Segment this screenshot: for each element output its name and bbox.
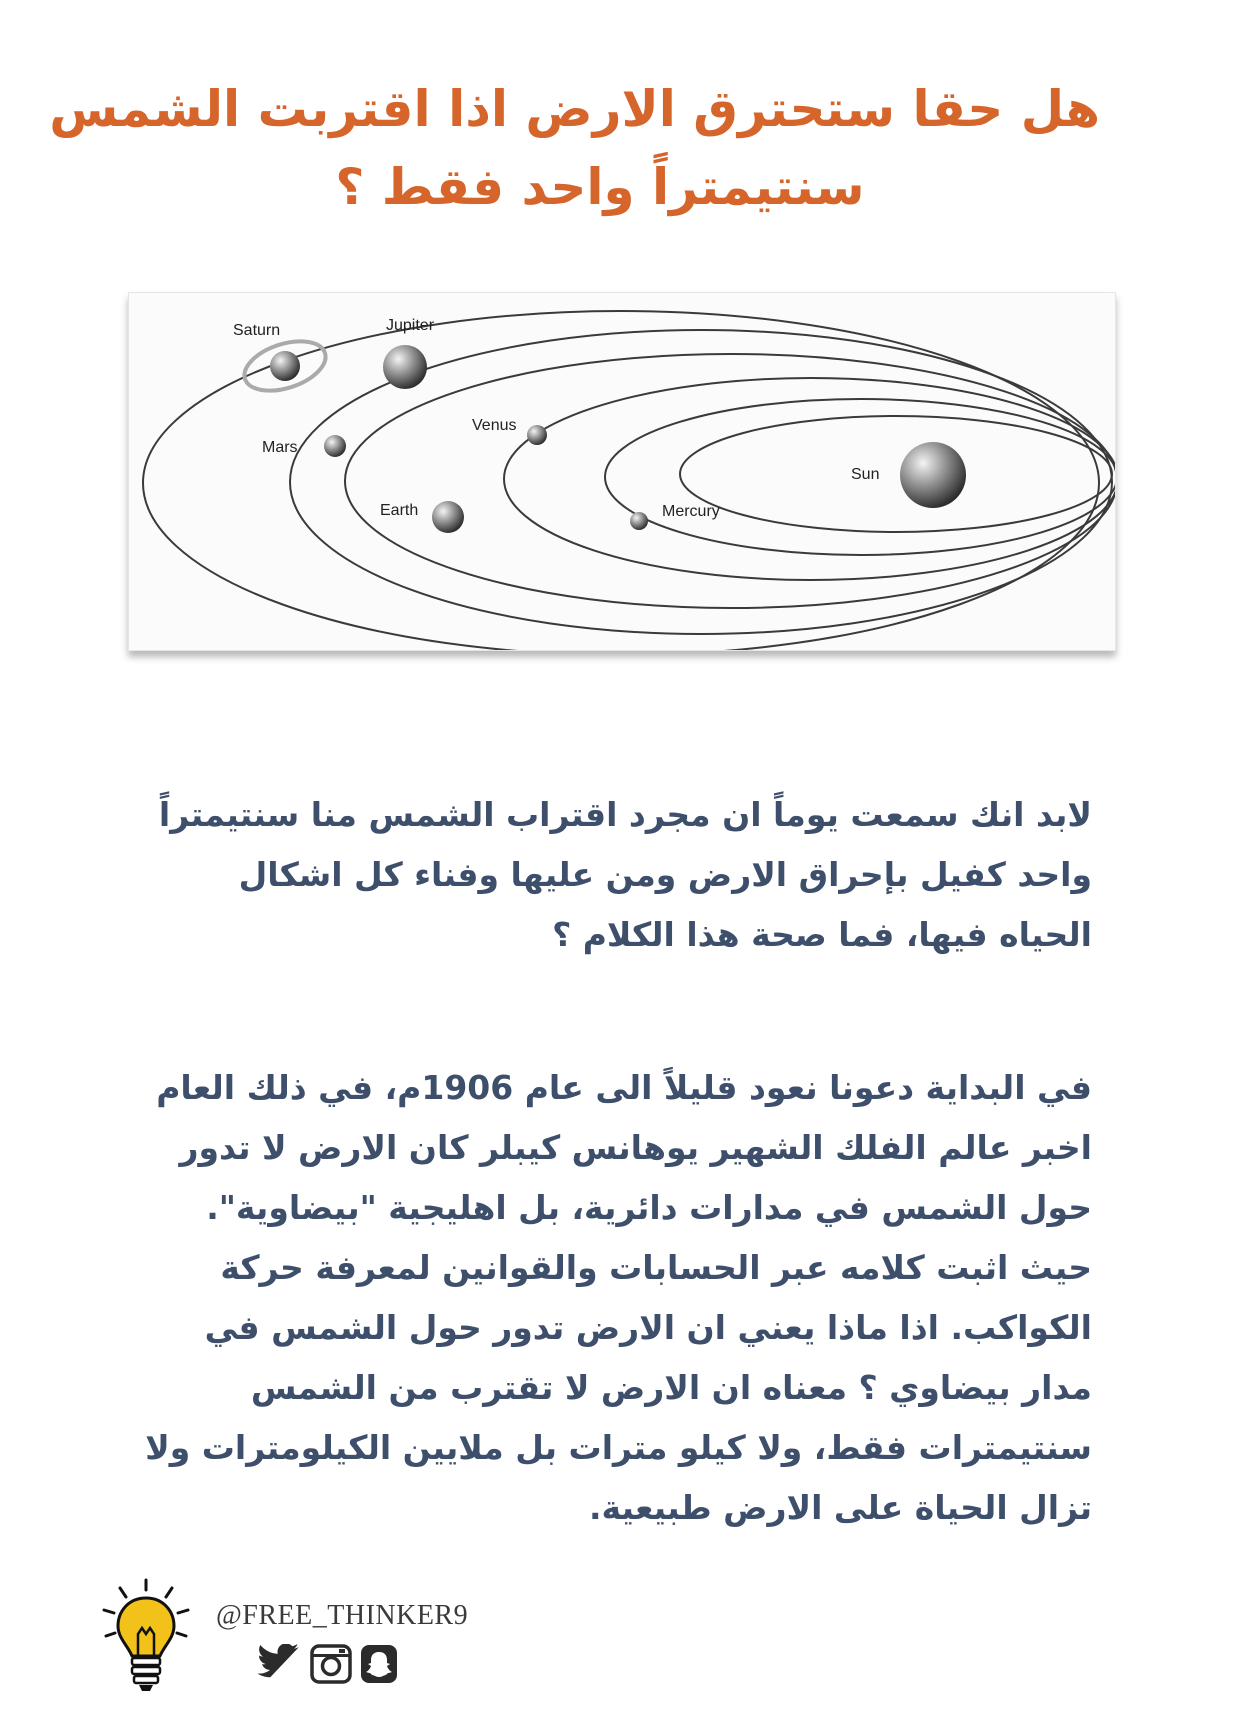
paragraph-line: اخبر عالم الفلك الشهير يوهانس كيبلر كان الارض لا تدور (179, 1128, 1092, 1167)
label-mars: Mars (262, 439, 298, 456)
planet-saturn (238, 332, 331, 400)
orbit-mercury (680, 416, 1112, 532)
paragraph-line: حيث اثبت كلامه عبر الحسابات والقوانين لمعرفة حركة (220, 1248, 1092, 1287)
label-earth: Earth (380, 502, 419, 519)
planet-mercury (630, 512, 648, 530)
planet-jupiter (383, 345, 427, 389)
paragraph-line: مدار بيضاوي ؟ معناه ان الارض لا تقترب من الشمس (250, 1368, 1092, 1407)
paragraph-line: واحد كفيل بإحراق الارض ومن عليها وفناء كل اشكال (238, 855, 1092, 894)
paragraph-line: سنتيمترات فقط، ولا كيلو مترات بل ملايين الكيلومترات ولا (145, 1428, 1092, 1467)
page-title (49, 70, 1100, 226)
orbit-mars (345, 354, 1115, 608)
title-line-2: سنتيمتراً واحد فقط ؟ (335, 158, 865, 216)
paragraph-line: تزال الحياة على الارض طبيعية. (589, 1488, 1092, 1527)
sun (900, 442, 966, 508)
label-jupiter: Jupiter (386, 317, 435, 334)
instagram-icon (310, 1644, 352, 1688)
paragraph-line: الحياه فيها، فما صحة هذا الكلام ؟ (552, 915, 1092, 954)
lightbulb-icon (98, 1576, 194, 1700)
label-mercury: Mercury (662, 503, 720, 520)
social-handle: @FREE_THINKER9 (216, 1600, 469, 1631)
intro-paragraph (148, 785, 1092, 965)
title-line-1: هل حقا ستحترق الارض اذا اقتربت الشمس (49, 80, 1100, 138)
paragraph-line: لابد انك سمعت يوماً ان مجرد اقتراب الشمس منا سنتيمتراً (158, 795, 1092, 834)
paragraph-line: الكواكب. اذا ماذا يعني ان الارض تدور حول الشمس في (204, 1308, 1092, 1347)
label-venus: Venus (472, 417, 517, 434)
solar-system-diagram (128, 292, 1116, 651)
body-paragraph (145, 1058, 1092, 1538)
planet-venus (527, 425, 547, 445)
orbit-diagram-svg (129, 293, 1115, 650)
label-saturn: Saturn (233, 322, 281, 339)
paragraph-line: حول الشمس في مدارات دائرية، بل اهليجية "بيضاوية". (206, 1188, 1092, 1227)
snapchat-icon (360, 1644, 398, 1688)
paragraph-line: في البداية دعونا نعود قليلاً الى عام 1906م، في ذلك العام (156, 1068, 1092, 1107)
twitter-icon (256, 1644, 302, 1688)
planet-earth (432, 501, 464, 533)
social-icons (256, 1644, 398, 1688)
label-sun: Sun (851, 466, 880, 483)
planet-mars (324, 435, 346, 457)
orbit-earth (504, 378, 1115, 580)
